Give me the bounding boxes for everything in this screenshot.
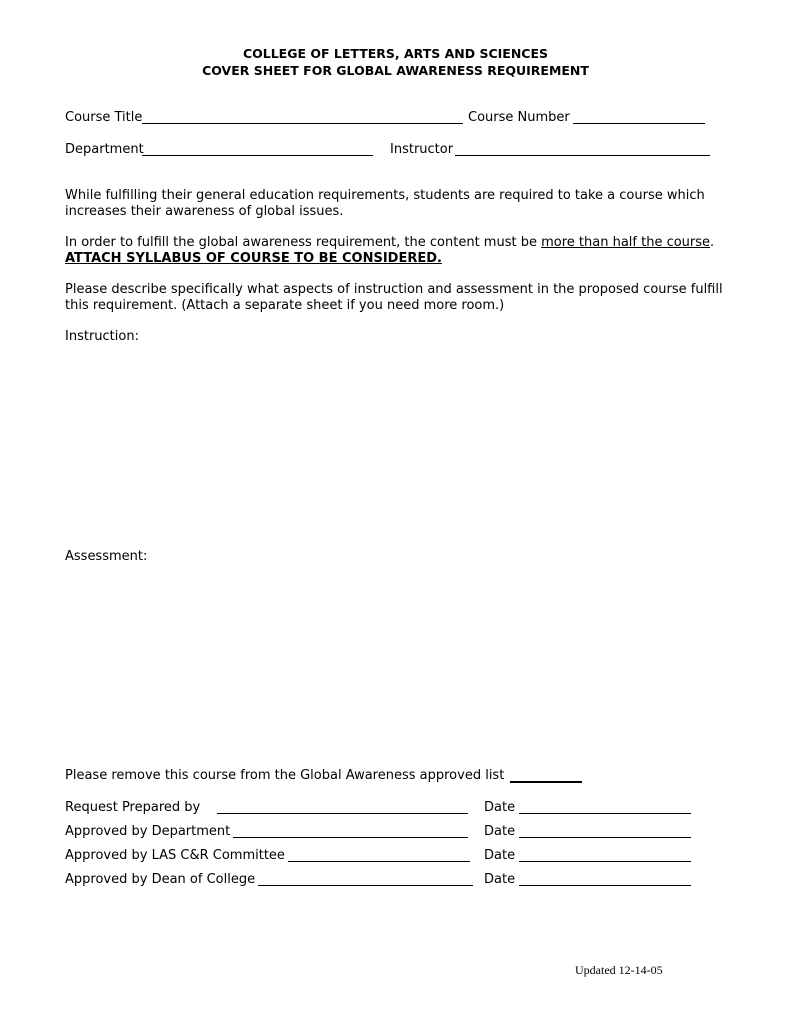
instructor-label: Instructor (390, 142, 454, 157)
instruction-label: Instruction: (65, 329, 139, 344)
signature-field-request-prepared[interactable] (217, 812, 468, 814)
updated-date-footer: Updated 12-14-05 (575, 963, 663, 977)
describe-paragraph: Please describe specifically what aspects of instruction and assessment in the proposed course fulfill this requirement. (Attach a separate sheet if you need more room.) (65, 282, 723, 313)
assessment-response-area[interactable] (65, 568, 725, 758)
course-title-field[interactable] (142, 122, 463, 124)
signature-field-committee[interactable] (288, 860, 470, 862)
form-title-cover-sheet: COVER SHEET FOR GLOBAL AWARENESS REQUIREMENT (202, 63, 589, 78)
requirement-period: . (710, 235, 715, 250)
date-field-dean[interactable] (519, 884, 691, 886)
date-field-request-prepared[interactable] (519, 812, 691, 814)
intro-paragraph: While fulfilling their general education requirements, students are required to take a course which increases their awareness of global issues. (65, 188, 705, 219)
requirement-text: In order to fulfill the global awareness requirement, the content must be (65, 235, 542, 250)
instruction-response-area[interactable] (65, 348, 725, 538)
remove-course-field[interactable] (510, 780, 582, 783)
remove-course-label: Please remove this course from the Global Awareness approved list (65, 768, 505, 783)
date-label: Date (484, 800, 516, 815)
instructor-field[interactable] (455, 154, 710, 156)
date-label: Date (484, 848, 516, 863)
signature-label-committee: Approved by LAS C&R Committee (65, 848, 285, 863)
signature-field-department[interactable] (233, 836, 468, 838)
department-label: Department (65, 142, 144, 157)
date-label: Date (484, 872, 516, 887)
requirement-emphasis: more than half the course (541, 235, 711, 250)
requirement-paragraph (65, 235, 735, 267)
signature-label-dean: Approved by Dean of College (65, 872, 256, 887)
form-title-college: COLLEGE OF LETTERS, ARTS AND SCIENCES (242, 46, 549, 61)
signature-field-dean[interactable] (258, 884, 473, 886)
attach-syllabus-notice: ATTACH SYLLABUS OF COURSE TO BE CONSIDERED. (65, 251, 442, 266)
signature-label-request-prepared: Request Prepared by (65, 800, 201, 815)
assessment-label: Assessment: (65, 549, 148, 564)
course-number-label: Course Number (468, 110, 570, 125)
date-field-department[interactable] (519, 836, 691, 838)
course-title-label: Course Title (65, 110, 143, 125)
date-label: Date (484, 824, 516, 839)
course-number-field[interactable] (573, 122, 705, 124)
department-field[interactable] (142, 154, 373, 156)
date-field-committee[interactable] (519, 860, 691, 862)
signature-label-department: Approved by Department (65, 824, 231, 839)
